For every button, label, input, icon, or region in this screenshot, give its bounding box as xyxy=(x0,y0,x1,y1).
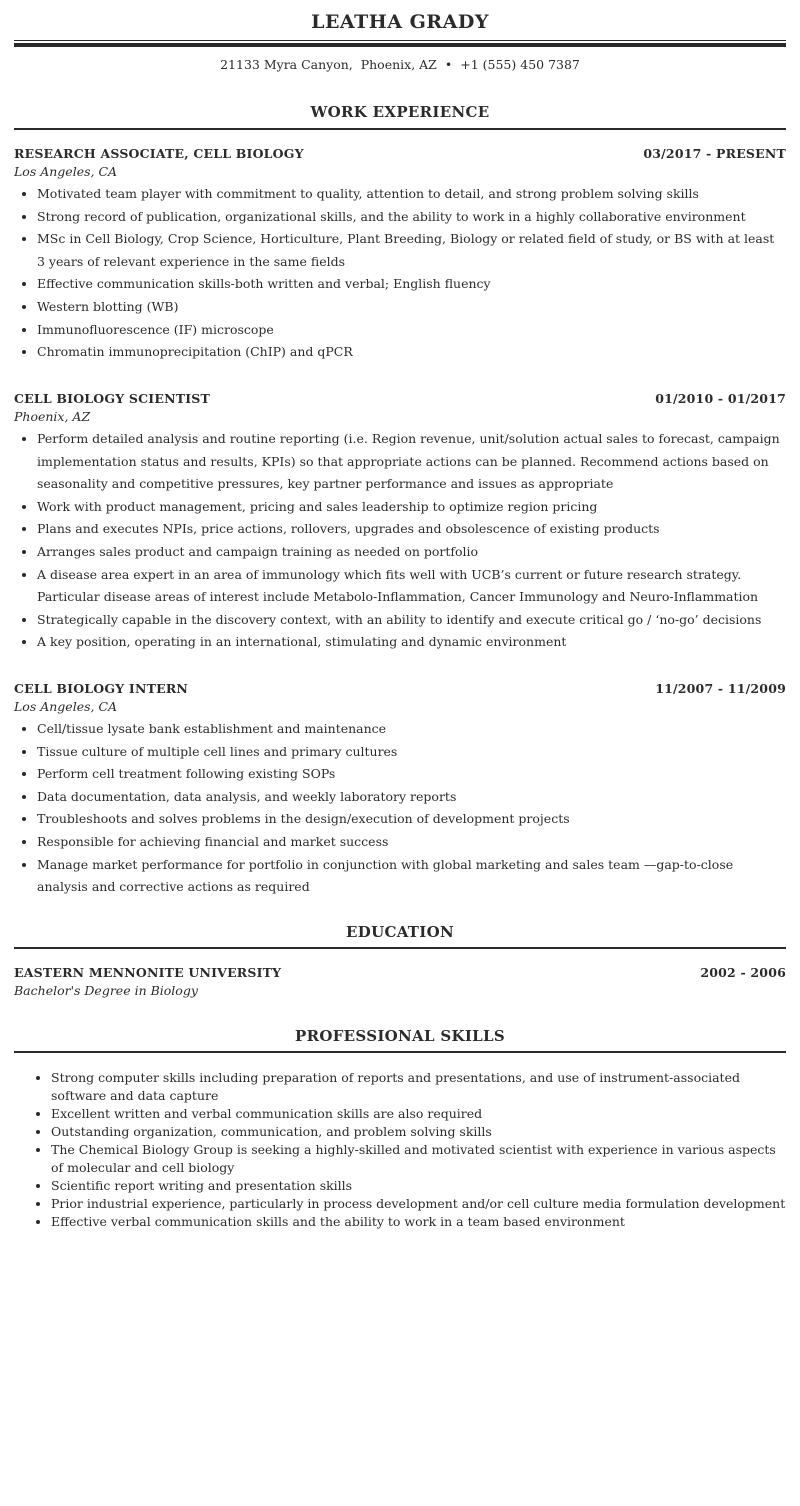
section-title-skills: PROFESSIONAL SKILLS xyxy=(295,1027,505,1045)
education-years: 2002 - 2006 xyxy=(700,965,786,980)
job-bullet: • Motivated team player with commitment to quality, attention to detail, and strong problem solving skills xyxy=(37,183,786,206)
section-rule-education xyxy=(14,947,786,949)
job-bullet: • Arranges sales product and campaign training as needed on portfolio xyxy=(37,541,786,564)
section-title-education: EDUCATION xyxy=(346,923,454,941)
candidate-name: LEATHA GRADY xyxy=(311,11,489,33)
contact-line xyxy=(14,56,786,74)
section-title-work: WORK EXPERIENCE xyxy=(310,103,490,121)
job-bullet: • Effective communication skills-both written and verbal; English fluency xyxy=(37,273,786,296)
education-header xyxy=(14,964,786,982)
skill-item: • Excellent written and verbal communication skills are also required xyxy=(51,1105,786,1123)
job-bullet: • Work with product management, pricing and sales leadership to optimize region pricing xyxy=(37,496,786,519)
job-bullets xyxy=(14,428,786,654)
contact-address: 21133 Myra Canyon, Phoenix, AZ xyxy=(220,57,437,72)
education-degree: Bachelor's Degree in Biology xyxy=(14,983,198,998)
job-dates: 01/2010 - 01/2017 xyxy=(655,391,786,406)
job-header xyxy=(14,390,786,408)
job-title: RESEARCH ASSOCIATE, CELL BIOLOGY xyxy=(14,146,304,161)
skill-item: • Effective verbal communication skills and the ability to work in a team based environment xyxy=(51,1213,786,1231)
skill-item: • Outstanding organization, communication, and problem solving skills xyxy=(51,1123,786,1141)
job-dates: 03/2017 - PRESENT xyxy=(643,146,786,161)
job-bullet: • Plans and executes NPIs, price actions, rollovers, upgrades and obsolescence of existing products xyxy=(37,518,786,541)
job-bullet: • Strong record of publication, organizational skills, and the ability to work in a highly collaborative environment xyxy=(37,206,786,229)
education-entry xyxy=(14,964,786,1000)
skill-item: • Prior industrial experience, particularly in process development and/or cell culture media formulation development xyxy=(51,1195,786,1213)
job-bullet: • Tissue culture of multiple cell lines and primary cultures xyxy=(37,741,786,764)
skill-item: • The Chemical Biology Group is seeking a highly-skilled and motivated scientist with experience in various aspects of molecular and cell biology xyxy=(51,1141,786,1177)
job-entry xyxy=(14,145,786,364)
education-school: EASTERN MENNONITE UNIVERSITY xyxy=(14,965,282,980)
job-bullets xyxy=(14,183,786,364)
job-bullet: • Strategically capable in the discovery context, with an ability to identify and execute critical go / ‘no-go’ decisions xyxy=(37,609,786,632)
header-rule-thin xyxy=(14,40,786,41)
job-bullet: • Perform cell treatment following existing SOPs xyxy=(37,763,786,786)
job-bullet: • MSc in Cell Biology, Crop Science, Horticulture, Plant Breeding, Biology or related field of study, or BS with at least 3 years of relevant experience in the same fields xyxy=(37,228,786,273)
job-bullet: • Immunofluorescence (IF) microscope xyxy=(37,319,786,342)
job-bullet: • A disease area expert in an area of immunology which fits well with UCB’s current or future research strategy. Particular disease areas of interest include Metabolo-Inflammation, Cancer Immunology and Neuro-Inflammation xyxy=(37,564,786,609)
job-bullet: • Western blotting (WB) xyxy=(37,296,786,319)
job-bullet: • Cell/tissue lysate bank establishment and maintenance xyxy=(37,718,786,741)
job-header xyxy=(14,145,786,163)
job-bullet: • Perform detailed analysis and routine reporting (i.e. Region revenue, unit/solution actual sales to forecast, campaign implementation status and results, KPIs) so that appropriate actions can be planned. Recommend actions based on seasonality and competitive pressures, key partner performance and issues as appropriate xyxy=(37,428,786,496)
section-rule-work xyxy=(14,128,786,130)
job-title: CELL BIOLOGY SCIENTIST xyxy=(14,391,210,406)
skills-list xyxy=(14,1069,786,1231)
contact-separator: • xyxy=(444,57,453,72)
job-title: CELL BIOLOGY INTERN xyxy=(14,681,189,696)
job-bullet: • Troubleshoots and solves problems in the design/execution of development projects xyxy=(37,808,786,831)
job-entry xyxy=(14,680,786,899)
job-bullet: • Data documentation, data analysis, and weekly laboratory reports xyxy=(37,786,786,809)
section-rule-skills xyxy=(14,1051,786,1053)
job-location: Los Angeles, CA xyxy=(14,699,118,714)
skill-item: • Strong computer skills including preparation of reports and presentations, and use of instrument-associated software and data capture xyxy=(51,1069,786,1105)
job-bullet: • Chromatin immunoprecipitation (ChIP) and qPCR xyxy=(37,341,786,364)
job-dates: 11/2007 - 11/2009 xyxy=(655,681,786,696)
job-location: Los Angeles, CA xyxy=(14,164,118,179)
skill-item: • Scientific report writing and presentation skills xyxy=(51,1177,786,1195)
job-bullets xyxy=(14,718,786,899)
job-header xyxy=(14,680,786,698)
header-rule-thick xyxy=(14,43,786,47)
job-bullet: • Manage market performance for portfolio in conjunction with global marketing and sales team —gap-to-close analysis and corrective actions as required xyxy=(37,854,786,899)
job-bullet: • Responsible for achieving financial and market success xyxy=(37,831,786,854)
contact-phone: +1 (555) 450 7387 xyxy=(460,57,580,72)
job-bullet: • A key position, operating in an international, stimulating and dynamic environment xyxy=(37,631,786,654)
job-location: Phoenix, AZ xyxy=(14,409,91,424)
job-entry xyxy=(14,390,786,654)
